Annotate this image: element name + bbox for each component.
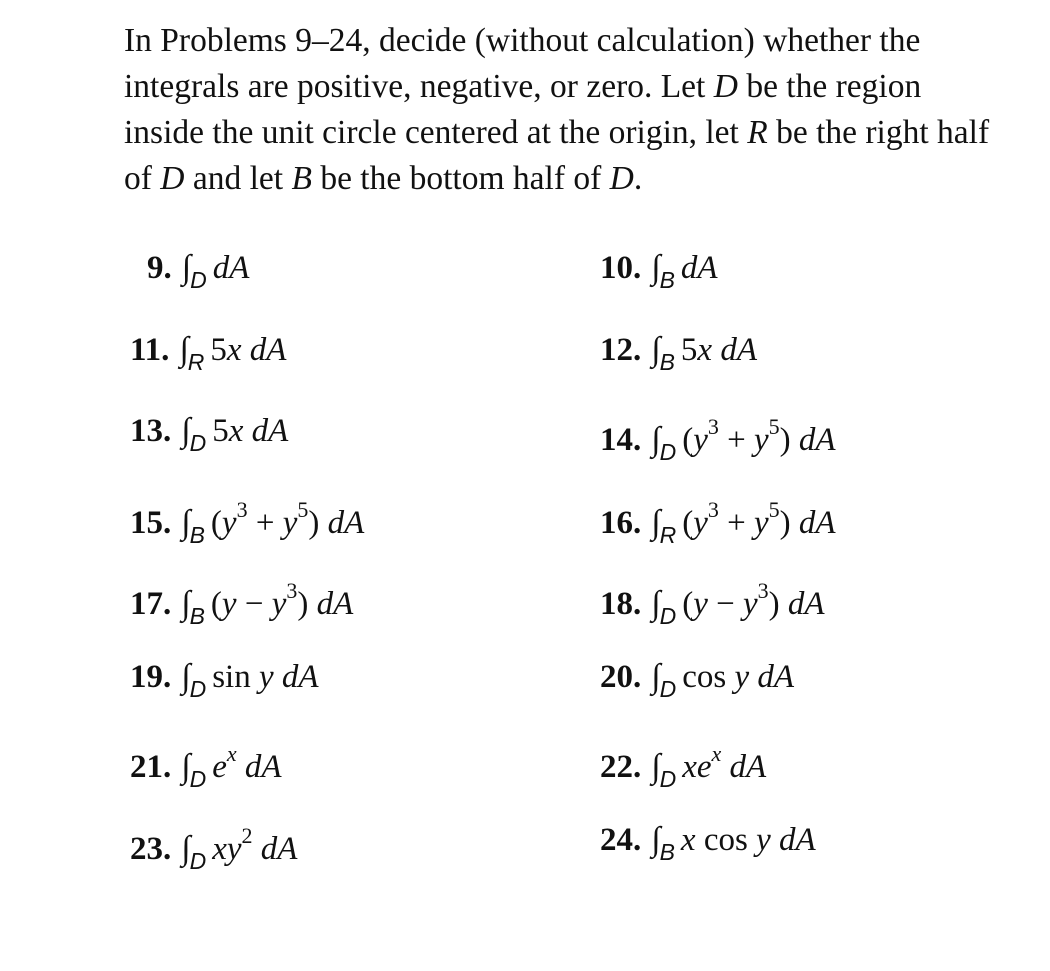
problem-number: 14.	[600, 422, 642, 458]
region-subscript: D	[659, 676, 677, 702]
var-d: D	[713, 68, 738, 105]
problem-instructions: In Problems 9–24, decide (without calculation) whether the integrals are positive, negative, or zero. Let D be the region inside the unit circle centered at the origin, let R be the right half of D and let B be the bottom half of D.	[124, 22, 990, 197]
problem-number: 22.	[600, 749, 642, 785]
integral	[181, 747, 207, 792]
integral	[181, 657, 207, 702]
region-subscript: D	[189, 676, 207, 702]
integral-sign: ∫	[651, 249, 661, 286]
integral	[651, 747, 677, 792]
integral	[651, 248, 675, 293]
problem-item	[600, 411, 836, 465]
integral-sign: ∫	[651, 658, 661, 695]
region-subscript: B	[659, 349, 675, 375]
problem-item	[130, 575, 354, 629]
region-subscript: D	[189, 430, 207, 456]
region-subscript: D	[189, 766, 207, 792]
integral-sign: ∫	[651, 421, 661, 458]
integral	[651, 330, 675, 375]
integral	[179, 330, 205, 375]
integral-sign: ∫	[181, 748, 191, 785]
region-subscript: R	[659, 522, 677, 548]
problem-number: 24.	[600, 822, 642, 858]
integrand: dA	[680, 250, 718, 286]
problem-item	[600, 494, 836, 548]
integral-sign: ∫	[181, 249, 192, 286]
integrand: cos y dA	[682, 659, 795, 695]
integrand: $(y^3 + y^5)$ dA	[682, 497, 836, 541]
integral-sign: ∫	[651, 331, 661, 368]
problem-number: 23.	[130, 831, 172, 867]
region-subscript: D	[659, 766, 677, 792]
problem-item	[600, 820, 816, 865]
integral-sign: ∫	[181, 504, 191, 541]
integrand: dA	[212, 250, 250, 286]
integral-sign: ∫	[651, 821, 661, 858]
problem-item	[130, 411, 289, 456]
problem-item	[130, 820, 298, 874]
var-d: D	[160, 160, 185, 197]
integral-sign: ∫	[651, 748, 661, 785]
integral-sign: ∫	[179, 331, 189, 368]
problem-number: 19.	[130, 659, 172, 695]
problem-number: 13.	[130, 413, 172, 449]
region-subscript: B	[659, 267, 675, 293]
region-subscript: R	[187, 349, 205, 375]
region-subscript: D	[190, 267, 207, 293]
problem-item	[130, 494, 365, 548]
integrand: $xe^x$ dA	[682, 741, 767, 785]
region-subscript: D	[659, 439, 677, 465]
integrand: 5x dA	[680, 332, 757, 368]
integral	[181, 829, 207, 874]
problem-item	[130, 657, 319, 702]
problem-number: 20.	[600, 659, 642, 695]
problem-item	[600, 248, 718, 293]
var-d: D	[609, 160, 634, 197]
integral-sign: ∫	[181, 412, 191, 449]
integral	[651, 820, 675, 865]
integrand: 5x dA	[212, 413, 289, 449]
integrand: x cos y dA	[680, 822, 816, 858]
problem-item	[130, 330, 287, 375]
problem-number: 16.	[600, 505, 642, 541]
problem-number: 10.	[600, 250, 642, 286]
problem-item	[147, 248, 250, 293]
problem-item	[600, 657, 795, 702]
integral	[181, 411, 207, 456]
integrand: $xy^2$ dA	[212, 823, 298, 867]
region-subscript: B	[189, 522, 205, 548]
integrand: 5x dA	[210, 332, 287, 368]
integral	[651, 420, 677, 465]
integrand: sin y dA	[212, 659, 319, 695]
integral	[651, 584, 677, 629]
problem-number: 11.	[130, 332, 170, 368]
integrand: $(y^3 + y^5)$ dA	[210, 497, 365, 541]
problem-item	[600, 330, 757, 375]
problem-number: 12.	[600, 332, 642, 368]
integral	[651, 657, 677, 702]
region-subscript: B	[189, 603, 205, 629]
integral	[181, 584, 205, 629]
integrand: $(y^3 + y^5)$ dA	[682, 414, 836, 458]
integral-sign: ∫	[181, 658, 191, 695]
integrand: $(y - y^3)$ dA	[682, 578, 825, 622]
problem-number: 17.	[130, 586, 172, 622]
integral-sign: ∫	[181, 585, 191, 622]
region-subscript: D	[659, 603, 677, 629]
problem-number: 21.	[130, 749, 172, 785]
region-subscript: D	[189, 848, 207, 874]
problem-item	[130, 738, 282, 792]
problem-number: 15.	[130, 505, 172, 541]
integral-sign: ∫	[651, 504, 661, 541]
region-subscript: B	[659, 839, 675, 865]
integrand: $(y - y^3)$ dA	[210, 578, 354, 622]
problem-number: 18.	[600, 586, 642, 622]
integral	[181, 503, 205, 548]
integral	[181, 248, 207, 293]
var-r: R	[747, 114, 768, 151]
problem-item	[600, 575, 825, 629]
var-b: B	[291, 160, 312, 197]
integrand: $e^x$ dA	[212, 741, 282, 785]
integral-sign: ∫	[651, 585, 661, 622]
integral-sign: ∫	[181, 830, 191, 867]
problem-number: 9.	[147, 250, 172, 286]
problem-item	[600, 738, 767, 792]
integral	[651, 503, 677, 548]
